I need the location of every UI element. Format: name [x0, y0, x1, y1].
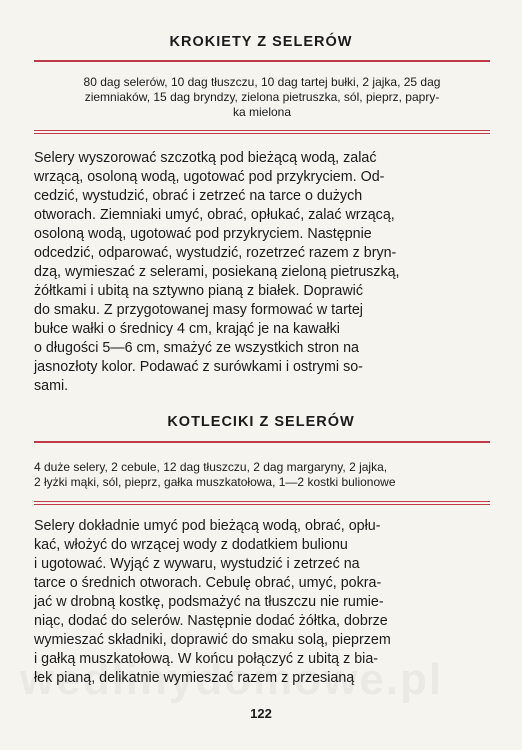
text-line: jać w drobną kostkę, podsmażyć na tłuszczu nie rumie-	[34, 594, 384, 610]
text-line: i gałką muszkatołową. W końcu połączyć z ubitą z bia-	[34, 651, 379, 667]
watermark	[20, 655, 510, 705]
ingredients-divider	[34, 501, 490, 505]
ingredients-line: ka mielona	[232, 105, 292, 119]
text-line: kać, włożyć do wrzącej wody z dodatkiem bulionu	[34, 537, 348, 553]
text-line: Selery wyszorować szczotką pod bieżącą wodą, zalać	[34, 150, 377, 166]
recipe-1-ingredients	[34, 75, 490, 120]
text-line: i ugotować. Wyjąć z wywaru, wystudzić i zetrzeć na	[34, 556, 360, 572]
recipe-2-ingredients	[34, 460, 490, 490]
recipe-1-title: KROKIETY Z SELERÓW	[169, 34, 353, 50]
text-line: jasnozłoty kolor. Podawać z surówkami i ostrymi so-	[34, 359, 363, 375]
page-number: 122	[250, 706, 272, 721]
text-line: Selery dokładnie umyć pod bieżącą wodą, obrać, opłu-	[34, 518, 381, 534]
title-underline	[34, 60, 490, 62]
ingredients-line: 2 łyżki mąki, sól, pieprz, gałka muszkatołowa, 1—2 kostki bulionowe	[34, 475, 396, 489]
title-underline	[34, 441, 490, 443]
text-line: tarce o średnich otworach. Cebulę obrać, umyć, pokra-	[34, 575, 382, 591]
text-line: osoloną wodą, ugotować pod przykryciem. Następnie	[34, 226, 372, 242]
recipe-2-title: KOTLECIKI Z SELERÓW	[167, 414, 355, 430]
text-line: dzą, wymieszać z selerami, posiekaną zieloną pietruszką,	[34, 264, 400, 280]
ingredients-line: 80 dag selerów, 10 dag tłuszczu, 10 dag tartej bułki, 2 jajka, 25 dag	[83, 75, 441, 89]
text-line: wrzącą, osoloną wodą, ugotować pod przykryciem. Od-	[34, 169, 385, 185]
text-line: odcedzić, odparować, wystudzić, rozetrzeć razem z bryn-	[34, 245, 397, 261]
text-line: wymieszać składniki, doprawić do smaku solą, pieprzem	[34, 632, 391, 648]
recipe-1-instructions	[34, 149, 490, 396]
text-line: niąc, dodać do selerów. Następnie dodać żółtka, dobrze	[34, 613, 388, 629]
ingredients-divider	[34, 130, 490, 134]
text-line: o długości 5—6 cm, smażyć ze wszystkich stron na	[34, 340, 359, 356]
text-line: żółtkami i ubitą na sztywno pianą z białek. Doprawić	[34, 283, 363, 299]
ingredients-line: ziemniaków, 15 dag bryndzy, zielona pietruszka, sól, pieprz, papry-	[84, 90, 440, 104]
ingredients-line: 4 duże selery, 2 cebule, 12 dag tłuszczu, 2 dag margaryny, 2 jajka,	[34, 460, 388, 474]
text-line: do smaku. Z przygotowanej masy formować w tartej	[34, 302, 363, 318]
text-line: cedzić, wystudzić, obrać i zetrzeć na tarce o dużych	[34, 188, 363, 204]
text-line: sami.	[34, 378, 69, 394]
text-line: łek pianą, delikatnie wymieszać razem z przesianą	[34, 670, 355, 686]
text-line: bułce wałki o średnicy 4 cm, krająć je na kawałki	[34, 321, 340, 337]
text-line: otworach. Ziemniaki umyć, obrać, opłukać, zalać wrzącą,	[34, 207, 395, 223]
